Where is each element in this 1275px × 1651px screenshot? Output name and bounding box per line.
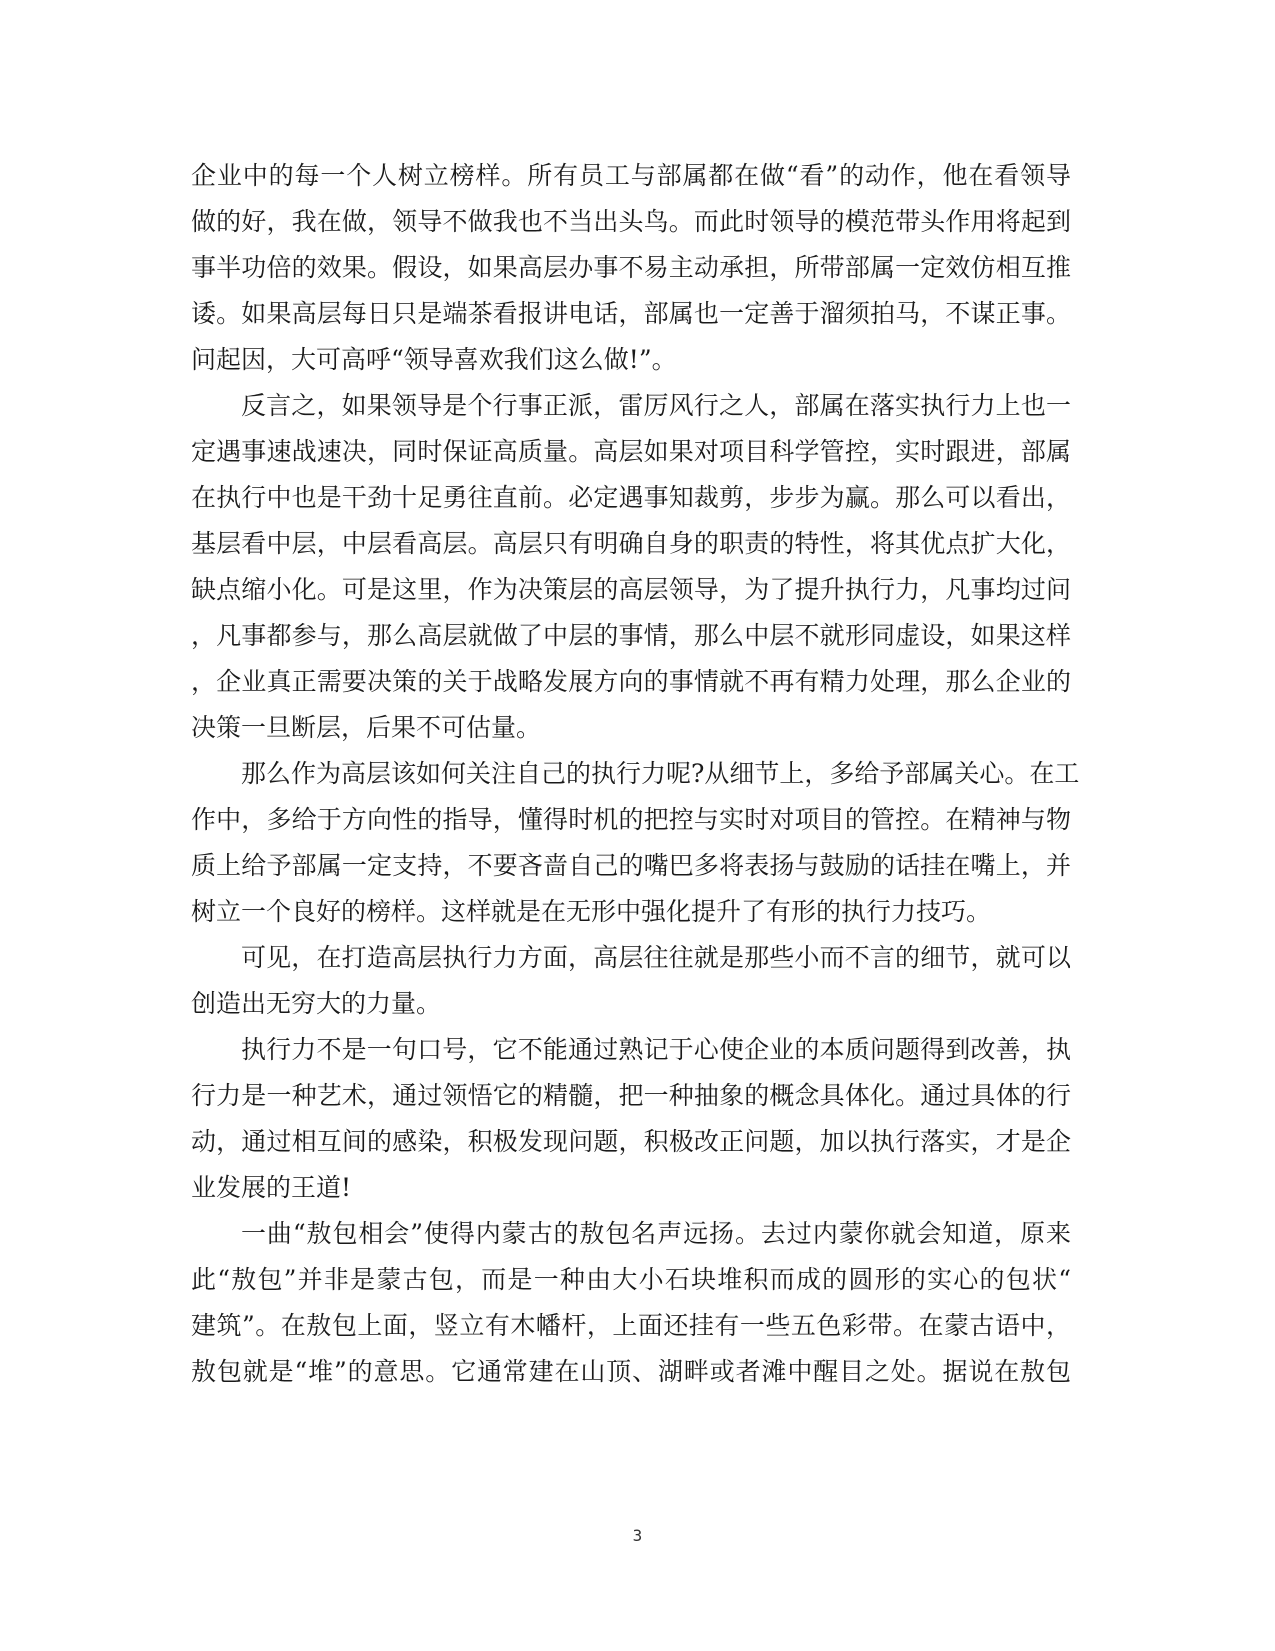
paragraph-1-line-4: 诿。如果高层每日只是端茶看报讲电话，部属也一定善于溜须拍马，不谋正事。 bbox=[191, 299, 1071, 328]
paragraph-1-line-3: 事半功倍的效果。假设，如果高层办事不易主动承担，所带部属一定效仿相互推 bbox=[191, 253, 1071, 282]
paragraph-1-line-5: 问起因，大可高呼“领导喜欢我们这么做!”。 bbox=[191, 345, 677, 374]
page-number: 3 bbox=[632, 1526, 643, 1545]
paragraph-2-line-6: ，凡事都参与，那么高层就做了中层的事情，那么中层不就形同虚设，如果这样 bbox=[191, 621, 1071, 650]
paragraph-5-line-3: 动，通过相互间的感染，积极发现问题，积极改正问题，加以执行落实，才是企 bbox=[191, 1127, 1071, 1156]
paragraph-2-line-4: 基层看中层，中层看高层。高层只有明确自身的职责的特性，将其优点扩大化， bbox=[191, 529, 1071, 558]
paragraph-2-line-2: 定遇事速战速决，同时保证高质量。高层如果对项目科学管控，实时跟进，部属 bbox=[191, 437, 1071, 466]
paragraph-1-line-2: 做的好，我在做，领导不做我也不当出头鸟。而此时领导的模范带头作用将起到 bbox=[191, 207, 1071, 236]
paragraph-5-line-2: 行力是一种艺术，通过领悟它的精髓，把一种抽象的概念具体化。通过具体的行 bbox=[191, 1081, 1071, 1110]
paragraph-3-line-4: 树立一个良好的榜样。这样就是在无形中强化提升了有形的执行力技巧。 bbox=[191, 897, 992, 926]
paragraph-5-line-1: 执行力不是一句口号，它不能通过熟记于心使企业的本质问题得到改善，执 bbox=[241, 1035, 1071, 1064]
paragraph-3-line-1: 那么作为高层该如何关注自己的执行力呢?从细节上，多给予部属关心。在工 bbox=[241, 759, 1080, 788]
paragraph-6-line-2: 此“敖包”并非是蒙古包，而是一种由大小石块堆积而成的圆形的实心的包状“ bbox=[191, 1265, 1071, 1294]
paragraph-4-line-1: 可见，在打造高层执行力方面，高层往往就是那些小而不言的细节，就可以 bbox=[241, 943, 1071, 972]
paragraph-3-line-3: 质上给予部属一定支持，不要吝啬自己的嘴巴多将表扬与鼓励的话挂在嘴上，并 bbox=[191, 851, 1071, 880]
paragraph-4-line-2: 创造出无穷大的力量。 bbox=[191, 989, 442, 1018]
paragraph-2-line-8: 决策一旦断层，后果不可估量。 bbox=[191, 713, 542, 742]
paragraph-5-line-4: 业发展的王道! bbox=[191, 1173, 352, 1202]
paragraph-3-line-2: 作中，多给于方向性的指导，懂得时机的把控与实时对项目的管控。在精神与物 bbox=[191, 805, 1071, 834]
paragraph-2-line-3: 在执行中也是干劲十足勇往直前。必定遇事知裁剪，步步为赢。那么可以看出， bbox=[191, 483, 1071, 512]
paragraph-6-line-4: 敖包就是“堆”的意思。它通常建在山顶、湖畔或者滩中醒目之处。据说在敖包 bbox=[191, 1357, 1071, 1386]
paragraph-6-line-1: 一曲“敖包相会”使得内蒙古的敖包名声远扬。去过内蒙你就会知道，原来 bbox=[241, 1219, 1071, 1248]
paragraph-2-line-1: 反言之，如果领导是个行事正派，雷厉风行之人，部属在落实执行力上也一 bbox=[241, 391, 1071, 420]
paragraph-2-line-5: 缺点缩小化。可是这里，作为决策层的高层领导，为了提升执行力，凡事均过问 bbox=[191, 575, 1071, 604]
paragraph-2-line-7: ，企业真正需要决策的关于战略发展方向的事情就不再有精力处理，那么企业的 bbox=[191, 667, 1071, 696]
paragraph-6-line-3: 建筑”。在敖包上面，竖立有木幡杆，上面还挂有一些五色彩带。在蒙古语中， bbox=[191, 1311, 1071, 1340]
paragraph-1-line-1: 企业中的每一个人树立榜样。所有员工与部属都在做“看”的动作，他在看领导 bbox=[191, 161, 1071, 190]
